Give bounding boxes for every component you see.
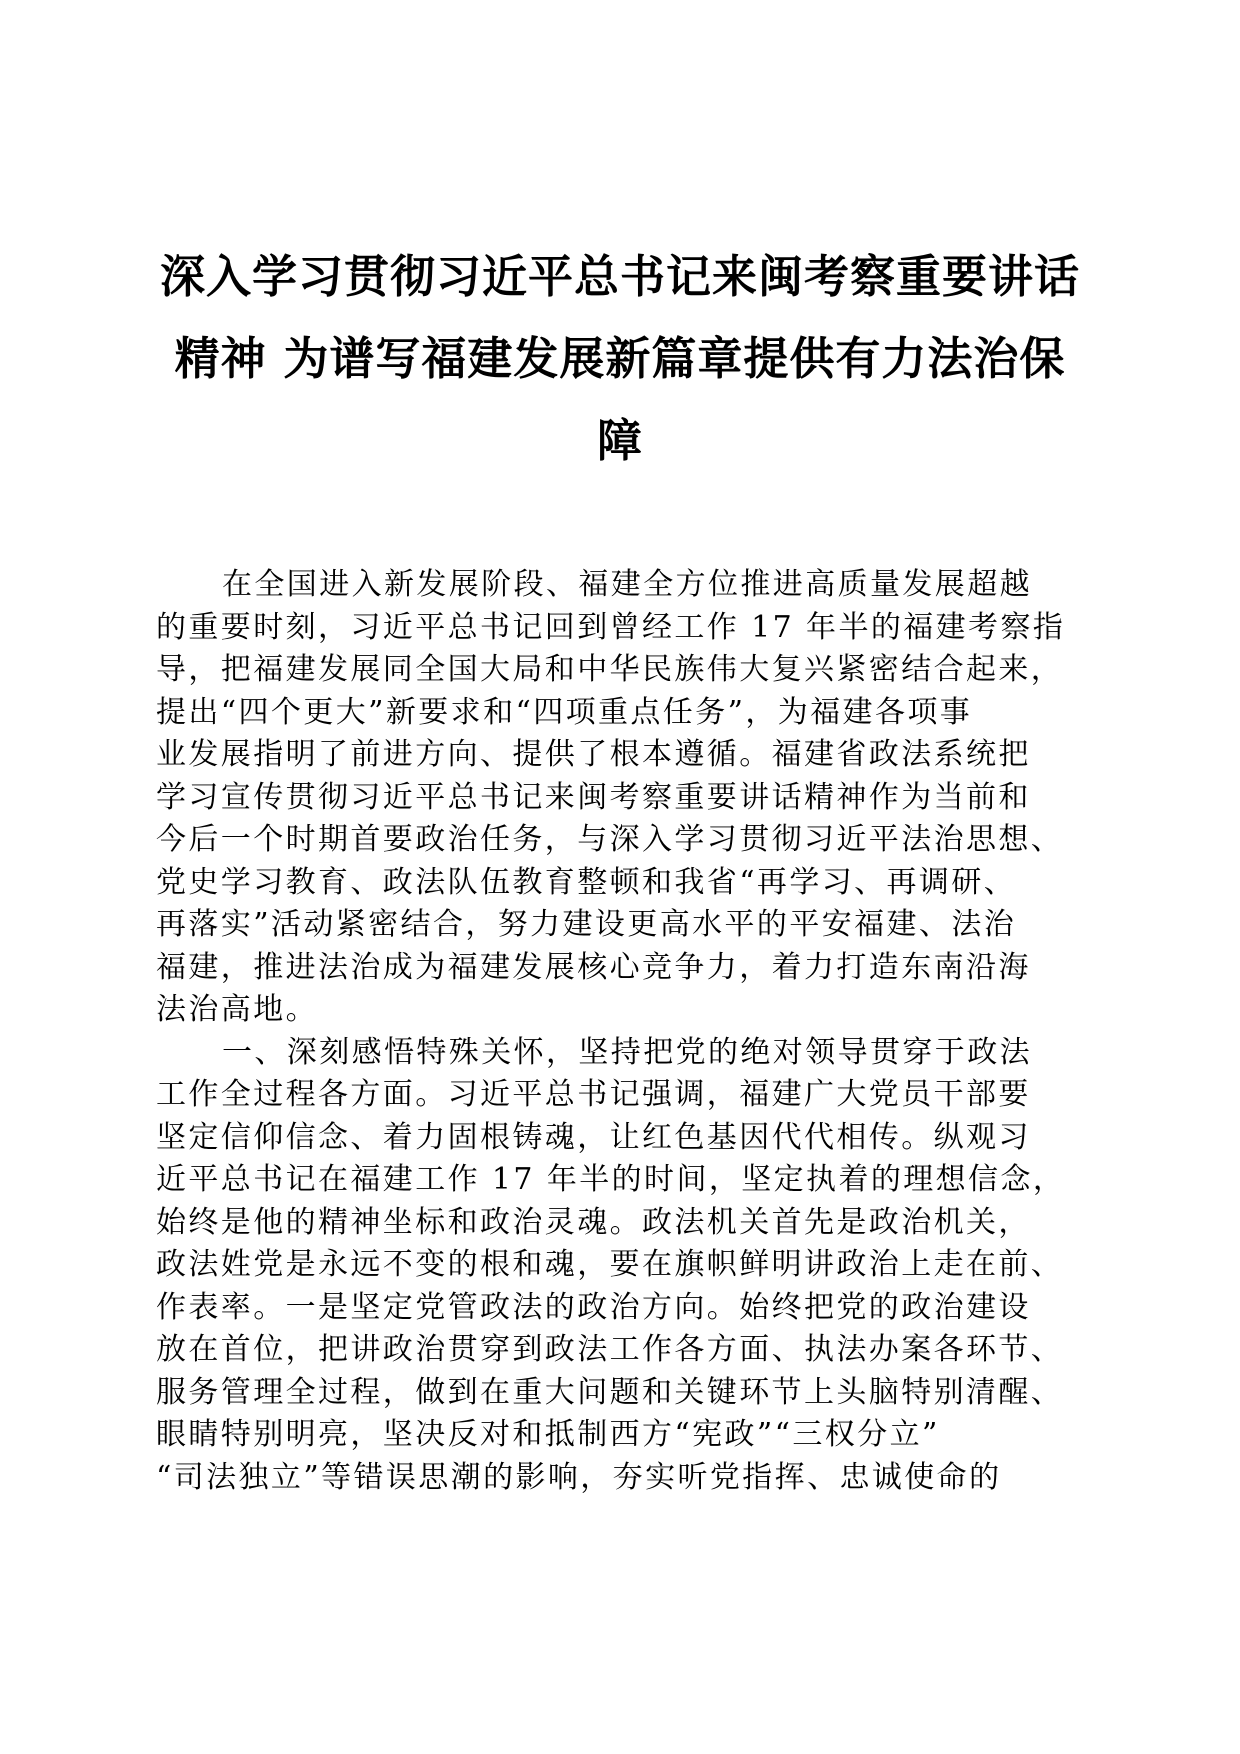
paragraph-line: 的重要时刻，习近平总书记回到曾经工作 17 年半的福建考察指 [156, 609, 1066, 645]
paragraph-line: 服务管理全过程，做到在重大问题和关键环节上头脑特别清醒、 [156, 1374, 1064, 1410]
paragraph-line: 近平总书记在福建工作 17 年半的时间，坚定执着的理想信念， [156, 1162, 1066, 1197]
paragraph-line: 始终是他的精神坐标和政治灵魂。政法机关首先是政治机关， [156, 1204, 1031, 1240]
paragraph-line: 今后一个时期首要政治任务，与深入学习贯彻习近平法治思想、 [156, 822, 1064, 857]
paragraph-line: 福建，推进法治成为福建发展核心竞争力，着力打造东南沿海 [156, 949, 1031, 985]
paragraph-line: 学习宣传贯彻习近平总书记来闽考察重要讲话精神作为当前和 [156, 779, 1031, 815]
paragraph-line: 工作全过程各方面。习近平总书记强调，福建广大党员干部要 [156, 1077, 1031, 1112]
paragraph-line: 一、深刻感悟特殊关怀，坚持把党的绝对领导贯穿于政法 [222, 1034, 1032, 1070]
document-body [156, 564, 1086, 1499]
paragraph-line: 提出“四个更大”新要求和“四项重点任务”，为福建各项事 [156, 694, 973, 730]
title-line: 深入学习贯彻习近平总书记来闽考察重要讲话 [159, 250, 1080, 303]
title-line: 精神 为谱写福建发展新篇章提供有力法治保 [174, 332, 1066, 385]
paragraph-line: 再落实”活动紧密结合，努力建设更高水平的平安福建、法治 [156, 907, 1017, 942]
paragraph-line: 业发展指明了前进方向、提供了根本遵循。福建省政法系统把 [156, 737, 1031, 772]
paragraph-line: 作表率。一是坚定党管政法的政治方向。始终把党的政治建设 [156, 1289, 1031, 1325]
paragraph-line: “司法独立”等错误思潮的影响，夯实听党指挥、忠诚使命的 [156, 1459, 1002, 1495]
title-line: 障 [596, 414, 643, 467]
paragraph-line: 眼睛特别明亮，坚决反对和抵制西方“宪政”“三权分立” [156, 1417, 940, 1452]
paragraph-line: 政法姓党是永远不变的根和魂，要在旗帜鲜明讲政治上走在前、 [156, 1247, 1064, 1282]
paragraph-line: 在全国进入新发展阶段、福建全方位推进高质量发展超越 [222, 567, 1032, 602]
document-title [150, 236, 1090, 482]
paragraph-line: 党史学习教育、政法队伍教育整顿和我省“再学习、再调研、 [156, 864, 1017, 900]
paragraph-line: 放在首位，把讲政治贯穿到政法工作各方面、执法办案各环节、 [156, 1332, 1064, 1367]
paragraph-line: 导，把福建发展同全国大局和中华民族伟大复兴紧密结合起来， [156, 652, 1064, 687]
paragraph-line: 坚定信仰信念、着力固根铸魂，让红色基因代代相传。纵观习 [156, 1119, 1031, 1155]
paragraph-line: 法治高地。 [156, 992, 318, 1027]
